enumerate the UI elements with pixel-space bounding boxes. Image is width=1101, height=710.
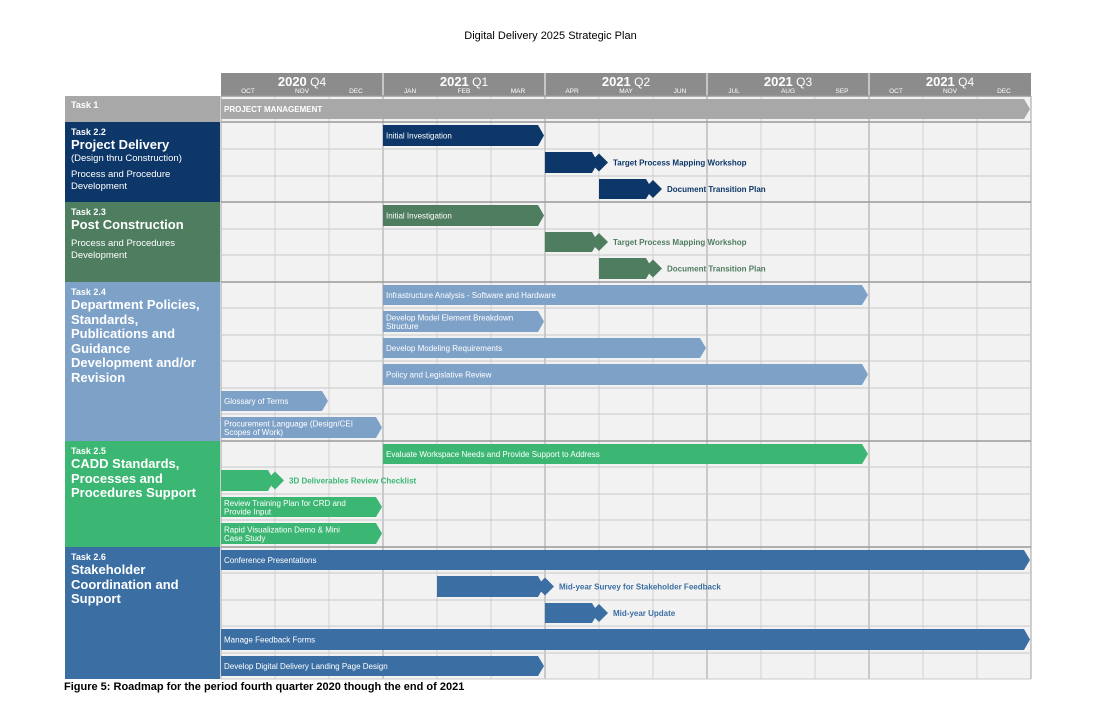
task-name: Post Construction bbox=[71, 217, 184, 232]
month-tick-label: JUN bbox=[673, 88, 687, 95]
gantt-bar bbox=[437, 576, 544, 597]
bar-label: Develop Modeling Requirements bbox=[386, 344, 503, 353]
milestone-label: Target Process Mapping Workshop bbox=[613, 158, 747, 168]
task-id: Task 2.4 bbox=[71, 287, 106, 297]
milestone-label: Target Process Mapping Workshop bbox=[613, 238, 747, 247]
task-name: Stakeholder Coordination and Support bbox=[71, 562, 179, 606]
milestone-label: Mid-year Survey for Stakeholder Feedback bbox=[559, 582, 721, 592]
bar-label: Infrastructure Analysis - Software and Hardware bbox=[386, 291, 556, 300]
quarter-label: 2020 Q4 bbox=[277, 74, 327, 89]
month-tick-label: DEC bbox=[349, 88, 363, 95]
month-tick-label: SEP bbox=[835, 88, 849, 95]
bar-label: Rapid Visualization Demo & Mini Case Study bbox=[224, 525, 340, 543]
quarter-label: 2021 Q2 bbox=[601, 74, 651, 89]
bar-label: Develop Model Element Breakdown Structure bbox=[386, 313, 514, 331]
task-description: Process and Procedure Development bbox=[71, 168, 171, 192]
task-block-2-5 bbox=[65, 441, 220, 547]
task-block-2-3 bbox=[65, 202, 220, 282]
task-subtitle: (Design thru Construction) bbox=[71, 152, 182, 164]
task-id: Task 2.2 bbox=[71, 127, 106, 137]
bar-label: Manage Feedback Forms bbox=[224, 635, 316, 645]
month-tick-label: JAN bbox=[403, 88, 417, 95]
task-description: Process and Procedures Development bbox=[71, 237, 176, 261]
month-tick-label: OCT bbox=[241, 88, 255, 95]
gantt-bar bbox=[221, 629, 1030, 650]
task-id: Task 2.6 bbox=[71, 552, 106, 562]
month-tick-label: AUG bbox=[780, 88, 796, 95]
milestone-label: 3D Deliverables Review Checklist bbox=[289, 476, 417, 486]
task-name: CADD Standards, Processes and Procedures Support bbox=[71, 456, 196, 500]
task-name: Project Delivery bbox=[71, 137, 170, 152]
timeline-header bbox=[221, 73, 1031, 96]
bar-label: Initial Investigation bbox=[386, 211, 452, 221]
bar-label: Evaluate Workspace Needs and Provide Support to Address bbox=[386, 450, 600, 459]
quarter-label: 2021 Q3 bbox=[763, 74, 813, 89]
bar-label: Initial Investigation bbox=[386, 131, 452, 141]
task-name: Department Policies, Standards, Publications and Guidance Development and/or Revision bbox=[71, 297, 200, 385]
month-tick-label: NOV bbox=[294, 88, 310, 95]
month-tick-label: NOV bbox=[942, 88, 958, 95]
figure-caption: Figure 5: Roadmap for the period fourth quarter 2020 though the end of 2021 bbox=[64, 681, 465, 693]
milestone-label: Document Transition Plan bbox=[667, 185, 766, 194]
bar-label: PROJECT MANAGEMENT bbox=[224, 105, 323, 114]
month-tick-label: MAY bbox=[619, 88, 633, 95]
month-tick-label: MAR bbox=[510, 88, 526, 95]
quarter-label: 2021 Q4 bbox=[925, 74, 975, 89]
bar-label: Procurement Language (Design/CEI Scopes of Work) bbox=[224, 419, 353, 437]
task-id: Task 2.5 bbox=[71, 446, 106, 456]
bar-label: Glossary of Terms bbox=[224, 397, 289, 406]
task-block-2-4 bbox=[65, 282, 220, 441]
month-tick-label: FEB bbox=[457, 88, 471, 95]
month-tick-label: DEC bbox=[997, 88, 1011, 95]
task-block-2-2 bbox=[65, 122, 220, 202]
milestone-label: Mid-year Update bbox=[613, 609, 676, 618]
gantt-bar bbox=[221, 550, 1030, 570]
month-tick-label: APR bbox=[565, 88, 579, 95]
bar-label: Develop Digital Delivery Landing Page Design bbox=[224, 662, 388, 671]
month-tick-label: JUL bbox=[728, 88, 740, 95]
bar-label: Policy and Legislative Review bbox=[386, 370, 492, 380]
month-tick-label: OCT bbox=[889, 88, 903, 95]
task-id: Task 1 bbox=[71, 100, 99, 110]
task-block-2-6 bbox=[65, 547, 220, 679]
milestone-label: Document Transition Plan bbox=[667, 264, 766, 274]
task-block-1 bbox=[65, 96, 220, 122]
bar-label: Review Training Plan for CRD and Provide Input bbox=[224, 499, 346, 517]
page-title: Digital Delivery 2025 Strategic Plan bbox=[464, 30, 637, 42]
quarter-label: 2021 Q1 bbox=[439, 74, 489, 89]
gantt-bar bbox=[221, 99, 1030, 119]
bar-label: Conference Presentations bbox=[224, 556, 317, 565]
task-id: Task 2.3 bbox=[71, 207, 106, 217]
